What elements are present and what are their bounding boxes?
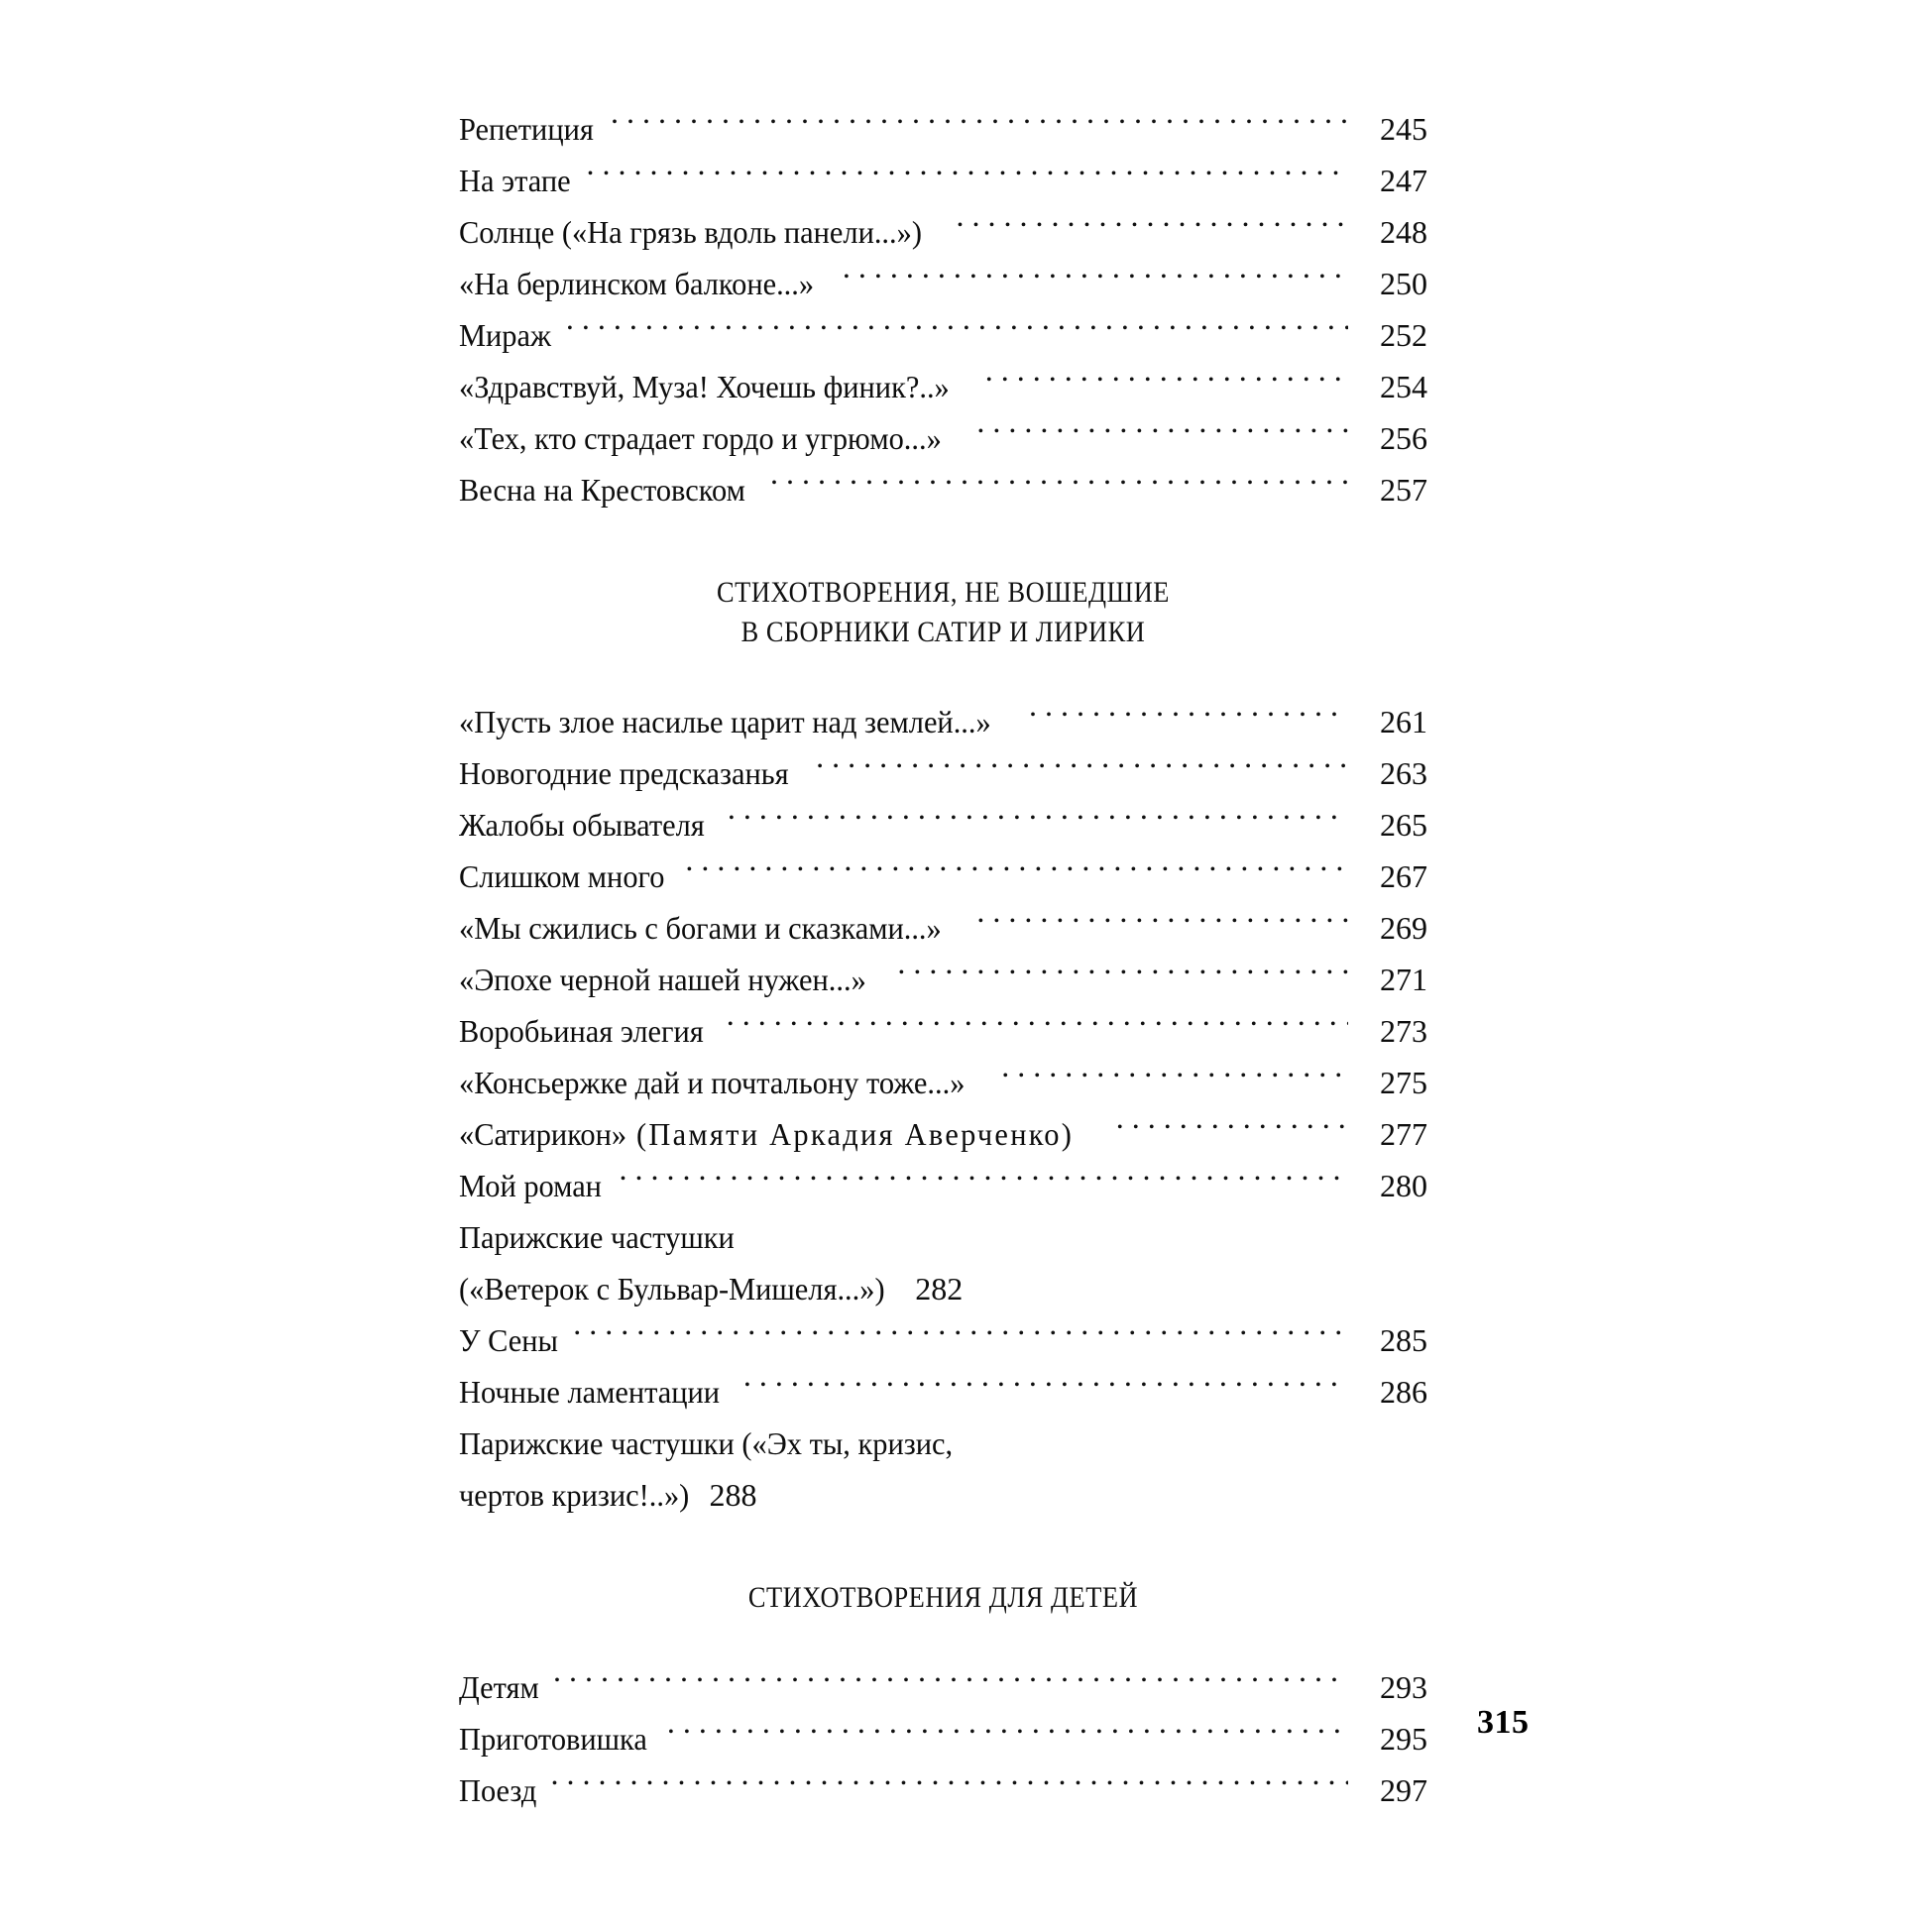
- section-heading-line-1: СТИХОТВОРЕНИЯ ДЛЯ ДЕТЕЙ: [747, 1581, 1139, 1614]
- spacer: [459, 1618, 1427, 1661]
- toc-entry-page: 295: [1380, 1721, 1427, 1757]
- toc-entry-page: 277: [1380, 1116, 1427, 1152]
- toc-entry-page: 269: [1380, 910, 1427, 946]
- dot-leader: [816, 752, 1348, 784]
- toc-entry-page: 261: [1380, 704, 1427, 739]
- toc-entry-title: Мираж: [459, 317, 551, 353]
- table-of-contents: [459, 103, 1427, 1816]
- dot-leader: [611, 108, 1348, 140]
- toc-group: [459, 696, 1427, 1521]
- dot-leader: [667, 1718, 1348, 1750]
- toc-entry-page: 257: [1380, 472, 1427, 508]
- section-heading-line-1: СТИХОТВОРЕНИЯ, НЕ ВОШЕДШИЕ: [717, 576, 1170, 609]
- toc-entry-title: «Здравствуй, Муза! Хочешь финик?..»: [459, 369, 950, 404]
- toc-entry[interactable]: [459, 206, 1427, 258]
- dot-leader: [976, 907, 1348, 939]
- toc-entry-title: «На берлинском балконе...»: [459, 266, 815, 301]
- toc-entry-page: 286: [1380, 1374, 1427, 1410]
- toc-entry-title: Поезд: [459, 1772, 537, 1808]
- toc-entry-page: 280: [1380, 1168, 1427, 1203]
- toc-entry-title: У Сены: [459, 1322, 558, 1358]
- toc-entry-title: Репетиция: [459, 111, 594, 147]
- toc-entry[interactable]: [459, 1661, 1427, 1713]
- toc-entry[interactable]: [459, 696, 1427, 747]
- dot-leader: [843, 263, 1348, 294]
- toc-entry-page: 250: [1380, 266, 1427, 301]
- toc-entry-title: Новогодние предсказанья: [459, 755, 789, 791]
- toc-entry-page: 271: [1380, 962, 1427, 997]
- dot-leader: [550, 1769, 1348, 1801]
- toc-entry-page: 265: [1380, 807, 1427, 843]
- dot-leader: [770, 469, 1348, 501]
- toc-entry-title: Весна на Крестовском: [459, 472, 745, 508]
- dot-leader: [1116, 1113, 1348, 1145]
- toc-entry-page: 252: [1380, 317, 1427, 353]
- toc-entry-title-line-1: Парижские частушки: [459, 1219, 735, 1255]
- dot-leader: [685, 855, 1348, 887]
- toc-group: [459, 103, 1427, 515]
- page-folio: 315: [1477, 1704, 1530, 1741]
- dot-leader: [1001, 1062, 1348, 1093]
- toc-entry-page: 275: [1380, 1065, 1427, 1100]
- dot-leader: [553, 1666, 1348, 1698]
- section-heading-line-2: В СБОРНИКИ САТИР И ЛИРИКИ: [740, 616, 1146, 648]
- spacer: [459, 515, 1427, 573]
- section-heading: [517, 1578, 1370, 1618]
- toc-entry-page: 256: [1380, 420, 1427, 456]
- toc-entry-title-line-2: чертов кризис!..»): [459, 1477, 690, 1513]
- dot-leader: [573, 1319, 1348, 1351]
- dot-leader: [743, 1371, 1348, 1403]
- toc-entry[interactable]: [459, 1057, 1427, 1108]
- section-heading: [517, 573, 1370, 652]
- toc-entry-title-line-2: («Ветерок с Бульвар-Мишеля...»): [459, 1271, 885, 1307]
- spacer: [459, 652, 1427, 696]
- toc-entry-last-line: [459, 1263, 1427, 1314]
- toc-group: [459, 1661, 1427, 1816]
- toc-entry-title: Слишком много: [459, 858, 665, 894]
- toc-entry[interactable]: [459, 412, 1427, 464]
- toc-entry-page: 254: [1380, 369, 1427, 404]
- toc-entry-page: 282: [915, 1271, 964, 1307]
- toc-entry-title: Детям: [459, 1669, 539, 1705]
- toc-entry-title: Мой роман: [459, 1168, 602, 1203]
- toc-entry-title: Солнце («На грязь вдоль панели...»): [459, 214, 922, 250]
- toc-entry-page: 267: [1380, 858, 1427, 894]
- spacer: [459, 1521, 1427, 1578]
- toc-entry-title: Жалобы обывателя: [459, 807, 705, 843]
- toc-entry[interactable]: [459, 851, 1427, 902]
- toc-entry-title: «Пусть злое насилье царит над землей...»: [459, 704, 991, 739]
- toc-entry[interactable]: [459, 1418, 1427, 1521]
- toc-entry-page: 285: [1380, 1322, 1427, 1358]
- toc-entry[interactable]: [459, 747, 1427, 799]
- dot-leader: [727, 1010, 1348, 1042]
- toc-entry-title: [459, 1108, 1081, 1160]
- toc-entry-title: «Тех, кто страдает гордо и угрюмо...»: [459, 420, 942, 456]
- toc-entry-page: 293: [1380, 1669, 1427, 1705]
- toc-entry-page: 288: [709, 1477, 757, 1513]
- toc-entry-title: Приготовишка: [459, 1721, 647, 1757]
- dot-leader: [985, 366, 1348, 398]
- toc-entry[interactable]: [459, 1005, 1427, 1057]
- toc-entry-last-line: [459, 1469, 1427, 1521]
- dot-leader: [957, 211, 1348, 243]
- toc-entry-page: 248: [1380, 214, 1427, 250]
- toc-entry-page: 247: [1380, 163, 1427, 198]
- toc-entry-title-subtitle: (Памяти Аркадия Аверченко): [626, 1116, 1075, 1152]
- dot-leader: [587, 160, 1348, 191]
- toc-entry-title: На этапе: [459, 163, 571, 198]
- toc-entry-title-line-1: Парижские частушки («Эх ты, кризис,: [459, 1425, 954, 1461]
- toc-entry[interactable]: [459, 1314, 1427, 1366]
- toc-entry-title: «Консьержке дай и почтальону тоже...»: [459, 1065, 966, 1100]
- toc-entry[interactable]: [459, 1211, 1427, 1314]
- toc-entry[interactable]: [459, 1764, 1427, 1816]
- dot-leader: [897, 959, 1348, 990]
- toc-entry[interactable]: [459, 1366, 1427, 1418]
- dot-leader: [728, 804, 1348, 836]
- toc-entry-title-main: «Сатирикон»: [459, 1116, 627, 1152]
- toc-entry-title: Воробьиная элегия: [459, 1013, 704, 1049]
- dot-leader: [976, 417, 1348, 449]
- toc-entry-page: 245: [1380, 111, 1427, 147]
- toc-entry[interactable]: [459, 464, 1427, 515]
- toc-entry-page: 263: [1380, 755, 1427, 791]
- toc-entry-title: Ночные ламентации: [459, 1374, 721, 1410]
- toc-entry[interactable]: [459, 361, 1427, 412]
- toc-entry[interactable]: [459, 155, 1427, 206]
- dot-leader: [566, 314, 1348, 346]
- toc-entry[interactable]: [459, 902, 1427, 954]
- dot-leader: [1029, 701, 1348, 733]
- toc-entry-title: «Эпохе черной нашей нужен...»: [459, 962, 866, 997]
- toc-entry[interactable]: [459, 309, 1427, 361]
- toc-entry[interactable]: [459, 1713, 1427, 1764]
- toc-entry[interactable]: [459, 1108, 1427, 1160]
- toc-entry[interactable]: [459, 103, 1427, 155]
- toc-entry[interactable]: [459, 954, 1427, 1005]
- toc-entry-title: «Мы сжились с богами и сказками...»: [459, 910, 942, 946]
- toc-entry[interactable]: [459, 799, 1427, 851]
- toc-entry[interactable]: [459, 1160, 1427, 1211]
- toc-entry[interactable]: [459, 258, 1427, 309]
- toc-entry-page: 297: [1380, 1772, 1427, 1808]
- toc-entry-page: 273: [1380, 1013, 1427, 1049]
- dot-leader: [620, 1165, 1348, 1196]
